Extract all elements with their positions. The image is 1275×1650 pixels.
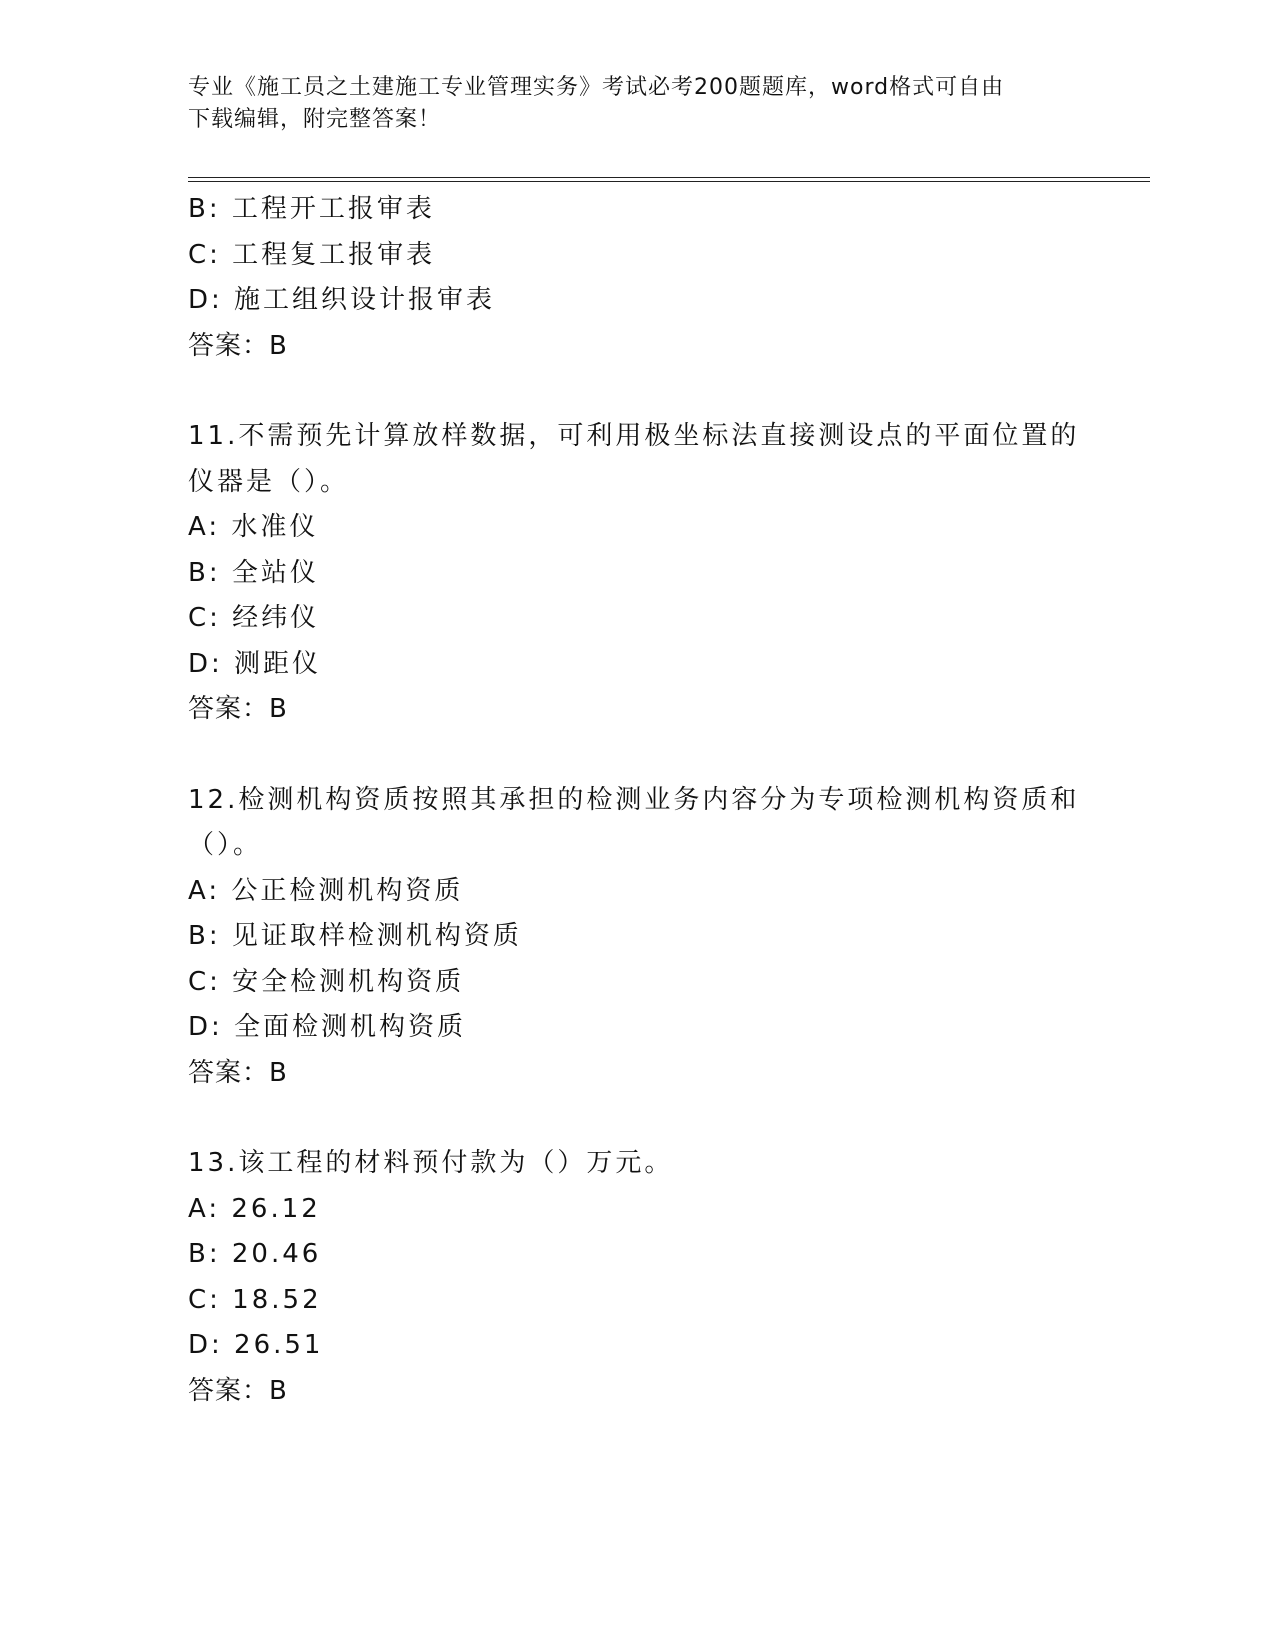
continued-question [188, 187, 1088, 369]
option-b: B: 20.46 [188, 1239, 322, 1269]
question-12 [188, 778, 1088, 1097]
option-b: B: 全站仪 [188, 557, 319, 588]
option-a: A: 公正检测机构资质 [188, 875, 464, 906]
option-b: B: 工程开工报审表 [188, 194, 435, 224]
header-title-line-1: 专业《施工员之土建施工专业管理实务》考试必考200题题库，word格式可自由 [188, 75, 1005, 100]
spacer [188, 1096, 1088, 1141]
option-c: C: 18.52 [188, 1284, 322, 1315]
option-c: C: 经纬仪 [188, 603, 320, 633]
option-c: C: 安全检测机构资质 [188, 966, 465, 997]
question-stem-continued: （）。 [188, 830, 263, 860]
question-list [188, 187, 1088, 1414]
question-stem: 11.不需预先计算放样数据，可利用极坐标法直接测设点的平面位置的 [188, 421, 1080, 451]
header-divider-top [188, 177, 1150, 178]
question-stem-continued: 仪器是（）。 [188, 466, 350, 497]
option-c: C: 工程复工报审表 [188, 239, 436, 270]
answer: 答案：B [188, 1057, 288, 1088]
question-11 [188, 414, 1088, 733]
option-d: D: 全面检测机构资质 [188, 1012, 467, 1042]
question-stem: 12.检测机构资质按照其承担的检测业务内容分为专项检测机构资质和 [188, 784, 1080, 815]
spacer [188, 369, 1088, 414]
document-header [188, 72, 1088, 136]
option-a: A: 26.12 [188, 1193, 321, 1224]
answer: 答案：B [188, 694, 288, 724]
option-d: D: 测距仪 [188, 648, 322, 679]
question-stem: 13.该工程的材料预付款为（）万元。 [188, 1148, 674, 1178]
option-a: A: 水准仪 [188, 512, 319, 542]
header-divider-bottom [188, 181, 1150, 182]
header-title-line-2: 下载编辑，附完整答案！ [188, 107, 442, 132]
option-d: D: 26.51 [188, 1330, 324, 1360]
answer: 答案：B [188, 330, 288, 361]
question-13 [188, 1141, 1088, 1414]
option-b: B: 见证取样检测机构资质 [188, 921, 522, 951]
option-d: D: 施工组织设计报审表 [188, 285, 496, 315]
spacer [188, 733, 1088, 778]
answer: 答案：B [188, 1375, 288, 1406]
